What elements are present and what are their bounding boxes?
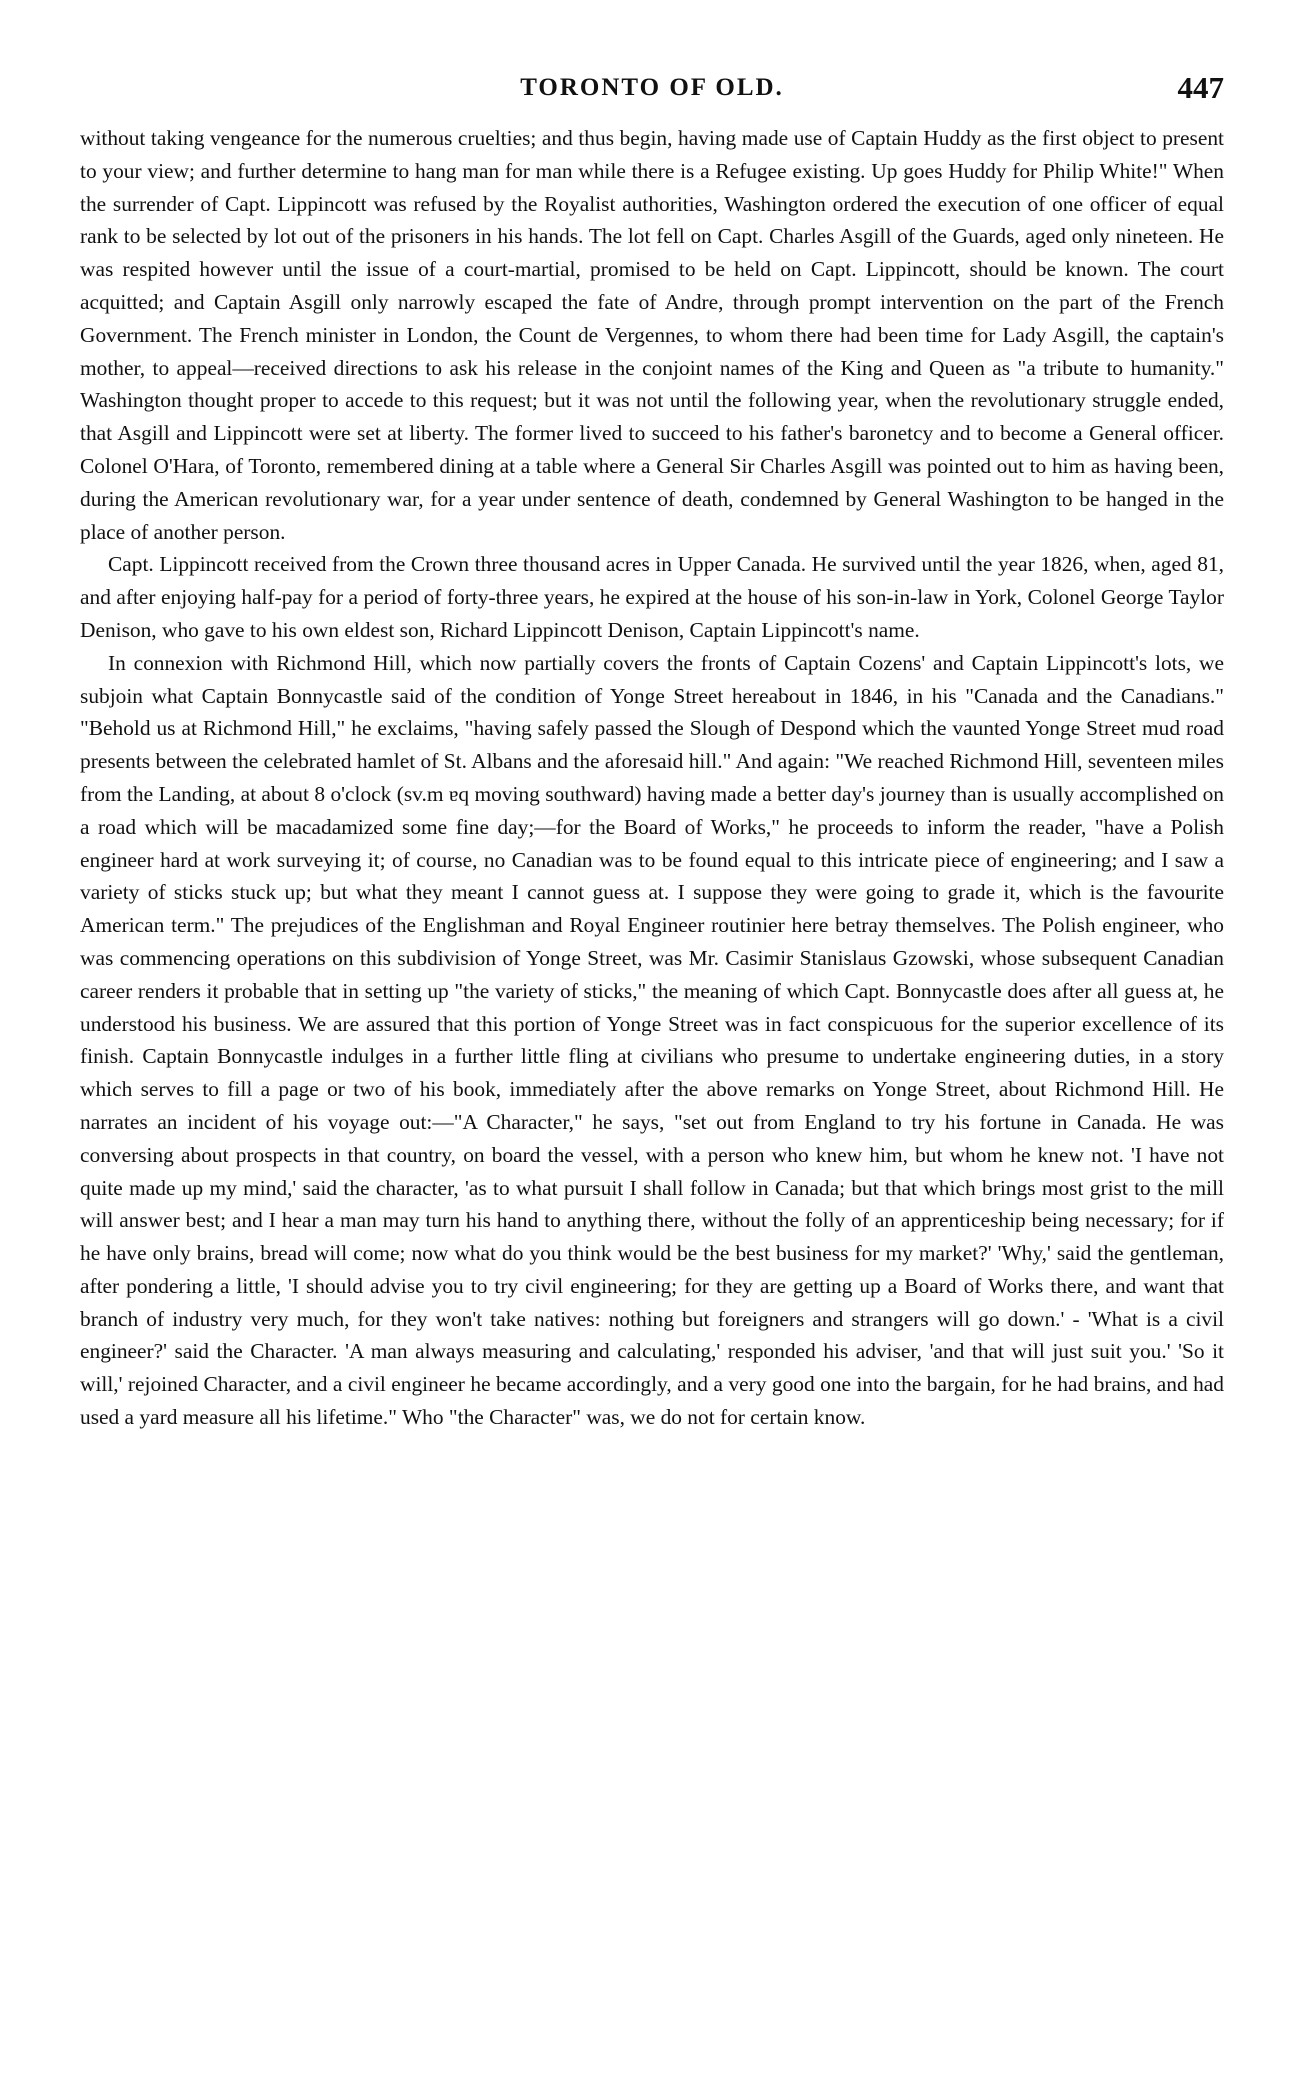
paragraph-lippincott-grant: Capt. Lippincott received from the Crown three thousand acres in Upper Canada. He survived until the year 1826, when, aged 81, and after enjoying half-pay for a period of forty-three years, he expired at the house of his son-in-law in York, Colonel George Taylor Denison, who gave to his own eldest son, Richard Lippincott Denison, Captain Lippincott's name. [80, 552, 1224, 642]
running-title: TORONTO OF OLD. [520, 74, 784, 101]
paragraph-richmond-hill: In connexion with Richmond Hill, which now partially covers the fronts of Captain Cozens' and Captain Lippincott's lots, we subjoin what Captain Bonnycastle said of the condition of Yonge Street hereabout in 1846, in his "Canada and the Canadians." "Behold us at Richmond Hill," he exclaims, "having safely passed the Slough of Despond which the vaunted Yonge Street mud road presents between the celebrated hamlet of St. Albans and the aforesaid hill." And again: "We reached Richmond Hill, seventeen miles from the Landing, at about 8 o'clock (sv.m ɐq moving southward) having made a better day's journey than is usually accomplished on a road which will be macadamized some fine day;—for the Board of Works," he proceeds to inform the reader, "have a Polish engineer hard at work surveying it; of course, no Canadian was to be found equal to this intricate piece of engineering; and I saw a variety of sticks stuck up; but what they meant I cannot guess at. I suppose they were going to grade it, which is the favourite American term." The prejudices of the Englishman and Royal Engineer routinier here betray themselves. The Polish engineer, who was commencing operations on this subdivision of Yonge Street, was Mr. Casimir Stanislaus Gzowski, whose subsequent Canadian career renders it probable that in setting up "the variety of sticks," the meaning of which Capt. Bonnycastle does after all guess at, he understood his business. We are assured that this portion of Yonge Street was in fact conspicuous for the superior excellence of its finish. Captain Bonnycastle indulges in a further little fling at civilians who presume to undertake engineering duties, in a story which serves to fill a page or two of his book, immediately after the above remarks on Yonge Street, about Richmond Hill. He narrates an incident of his voyage out:—"A Character," he says, "set out from England to try his fortune in Canada. He was conversing about prospects in that country, on board the vessel, with a person who knew him, but whom he knew not. 'I have not quite made up my mind,' said the character, 'as to what pursuit I shall follow in Canada; but that which brings most grist to the mill will answer best; and I hear a man may turn his hand to anything there, without the folly of an apprenticeship being necessary; for if he have only brains, bread will come; now what do you think would be the best business for my market?' 'Why,' said the gentleman, after pondering a little, 'I should advise you to try civil engineering; for they are getting up a Board of Works there, and want that branch of industry very much, for they won't take natives: nothing but foreigners and strangers will go down.' - 'What is a civil engineer?' said the Character. 'A man always measuring and calculating,' responded his adviser, 'and that will just suit you.' 'So it will,' rejoined Character, and a civil engineer he became accordingly, and a very good one into the bargain, for he had brains, and had used a yard measure all his lifetime." Who "the Character" was, we do not for certain know. [80, 650, 1224, 1430]
body-text [80, 122, 1224, 1434]
running-head [80, 70, 1224, 114]
paragraph-continued: without taking vengeance for the numerous cruelties; and thus begin, having made use of Captain Huddy as the first object to present to your view; and further determine to hang man for man while there is a Refugee existing. Up goes Huddy for Philip White!" When the surrender of Capt. Lippincott was refused by the Royalist authorities, Washington ordered the execution of one officer of equal rank to be selected by lot out of the prisoners in his hands. The lot fell on Capt. Charles Asgill of the Guards, aged only nineteen. He was respited however until the issue of a court-martial, promised to be held on Capt. Lippincott, should be known. The court acquitted; and Captain Asgill only narrowly escaped the fate of Andre, through prompt intervention on the part of the French Government. The French minister in London, the Count de Vergennes, to whom there had been time for Lady Asgill, the captain's mother, to appeal—received directions to ask his release in the conjoint names of the King and Queen as "a tribute to humanity." Washington thought proper to accede to this request; but it was not until the following year, when the revolutionary struggle ended, that Asgill and Lippincott were set at liberty. The former lived to succeed to his father's baronetcy and to become a General officer. Colonel O'Hara, of Toronto, remembered dining at a table where a General Sir Charles Asgill was pointed out to him as having been, during the American revolutionary war, for a year under sentence of death, condemned by General Washington to be hanged in the place of another person. [80, 126, 1224, 544]
page-number: 447 [1177, 70, 1224, 105]
